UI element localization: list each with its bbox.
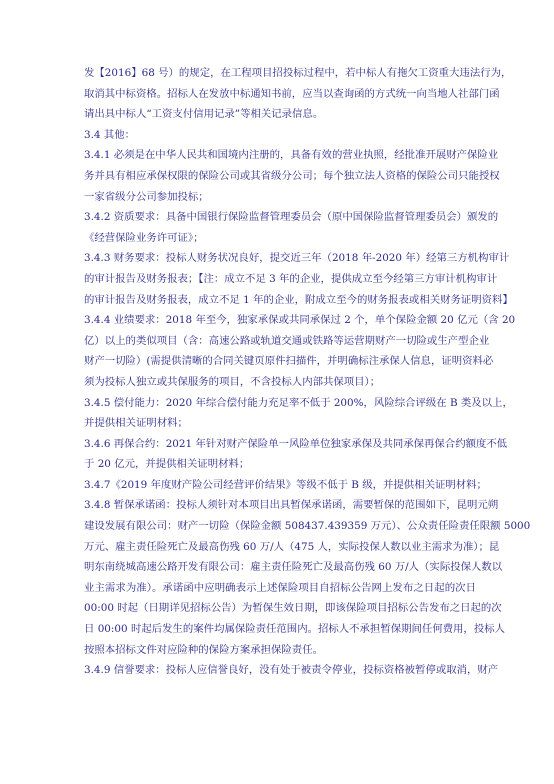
text-line: 《经营保险业务许可证》； bbox=[84, 231, 204, 244]
text-line: 3.4.4 业绩要求：2018 年至今，独家承保或共同承保过 2 个，单个保险金额 20 亿元（含 20 bbox=[84, 314, 516, 327]
text-line: 建设发展有限公司：财产一切险（保险金额 508437.439359 万元）、公众责任险责任限额 5000 bbox=[84, 520, 531, 533]
text-line: 的审计报告及财务报表；【注：成立不足 3 年的企业，提供成立至今经第三方审计机构审计 bbox=[84, 272, 498, 285]
text-line: 一家省级分公司参加投标； bbox=[84, 190, 209, 203]
text-line: 务并具有相应承保权限的保险公司或其省级分公司；每个独立法人资格的保险公司只能授权 bbox=[84, 169, 500, 182]
text-line: 明东南绕城高速公路开发有限公司：雇主责任险死亡及最高伤残 60 万/人（实际投保人数以 bbox=[84, 561, 503, 574]
document-body bbox=[84, 63, 531, 681]
text-line: 3.4.5 偿付能力：2020 年综合偿付能力充足率不低于 200%，风险综合评级在 B 类及以上， bbox=[84, 396, 513, 409]
text-line: 并提供相关证明材料； bbox=[84, 417, 188, 430]
text-line: 3.4.7《2019 年度财产险公司经营评价结果》等级不低于 B 级，并提供相关证明材料； bbox=[84, 478, 487, 491]
text-line: 的审计报告及财务报表，成立不足 1 年的企业，附成立至今的财务报表或相关财务证明资料】 bbox=[84, 293, 513, 306]
text-line: 3.4.1 必须是在中华人民共和国境内注册的，具备有效的营业执照，经批准开展财产保险业 bbox=[84, 149, 499, 162]
text-line: 00:00 时起（日期详见招标公告）为暂保生效日期，即该保险项目招标公告发布之日起的次 bbox=[84, 602, 502, 615]
text-line: 3.4.2 资质要求：具备中国银行保险监督管理委员会（原中国保险监督管理委员会）颁发的 bbox=[84, 211, 499, 224]
text-line: 3.4.9 信誉要求：投标人应信誉良好，没有处于被责令停业，投标资格被暂停或取消，财产 bbox=[84, 664, 499, 677]
text-line: 3.4.3 财务要求：投标人财务状况良好，提交近三年（2018 年-2020 年）经第三方机构审计 bbox=[84, 252, 510, 265]
text-line: 于 20 亿元，并提供相关证明材料； bbox=[84, 458, 250, 471]
text-line: 3.4 其他： bbox=[84, 128, 135, 141]
text-line: 亿）以上的类似项目（含：高速公路或轨道交通或铁路等运营期财产一切险或生产型企业 bbox=[84, 334, 490, 347]
text-line: 日 00:00 时起后发生的案件均属保险责任范围内。招标人不承担暂保期间任何费用，投标人 bbox=[84, 623, 505, 636]
text-line: 请出具中标人“工资支付信用记录”等相关记录信息。 bbox=[84, 108, 324, 121]
text-line: 按照本招标文件对应险种的保险方案承担保险责任。 bbox=[84, 643, 323, 656]
text-line: 须为投标人独立或共保服务的项目，不含投标人内部共保项目）； bbox=[84, 375, 381, 388]
text-line: 3.4.8 暂保承诺函：投标人须针对本项目出具暂保承诺函，需要暂保的范围如下，昆明元朔 bbox=[84, 499, 499, 512]
text-line: 万元、雇主责任险死亡及最高伤残 60 万/人（475 人，实际投保人数以业主需求为准）；昆 bbox=[84, 540, 500, 553]
text-line: 发【2016】68 号）的规定，在工程项目招投标过程中，若中标人有拖欠工资重大违法行为， bbox=[84, 67, 512, 79]
text-line: 3.4.6 再保合约：2021 年针对财产保险单一风险单位独家承保及共同承保再保合约额度不低 bbox=[84, 437, 508, 450]
text-line: 取消其中标资格。招标人在发放中标通知书前，应当以查询函的方式统一向当地人社部门函 bbox=[84, 87, 500, 100]
text-line: 业主需求为准）。承诺函中应明确表示上述保险项目自招标公告网上发布之日起的次日 bbox=[84, 581, 476, 594]
text-line: 财产一切险）(需提供清晰的合同关键页原件扫描件，并明确标注承保人信息，证明资料必 bbox=[84, 355, 494, 368]
